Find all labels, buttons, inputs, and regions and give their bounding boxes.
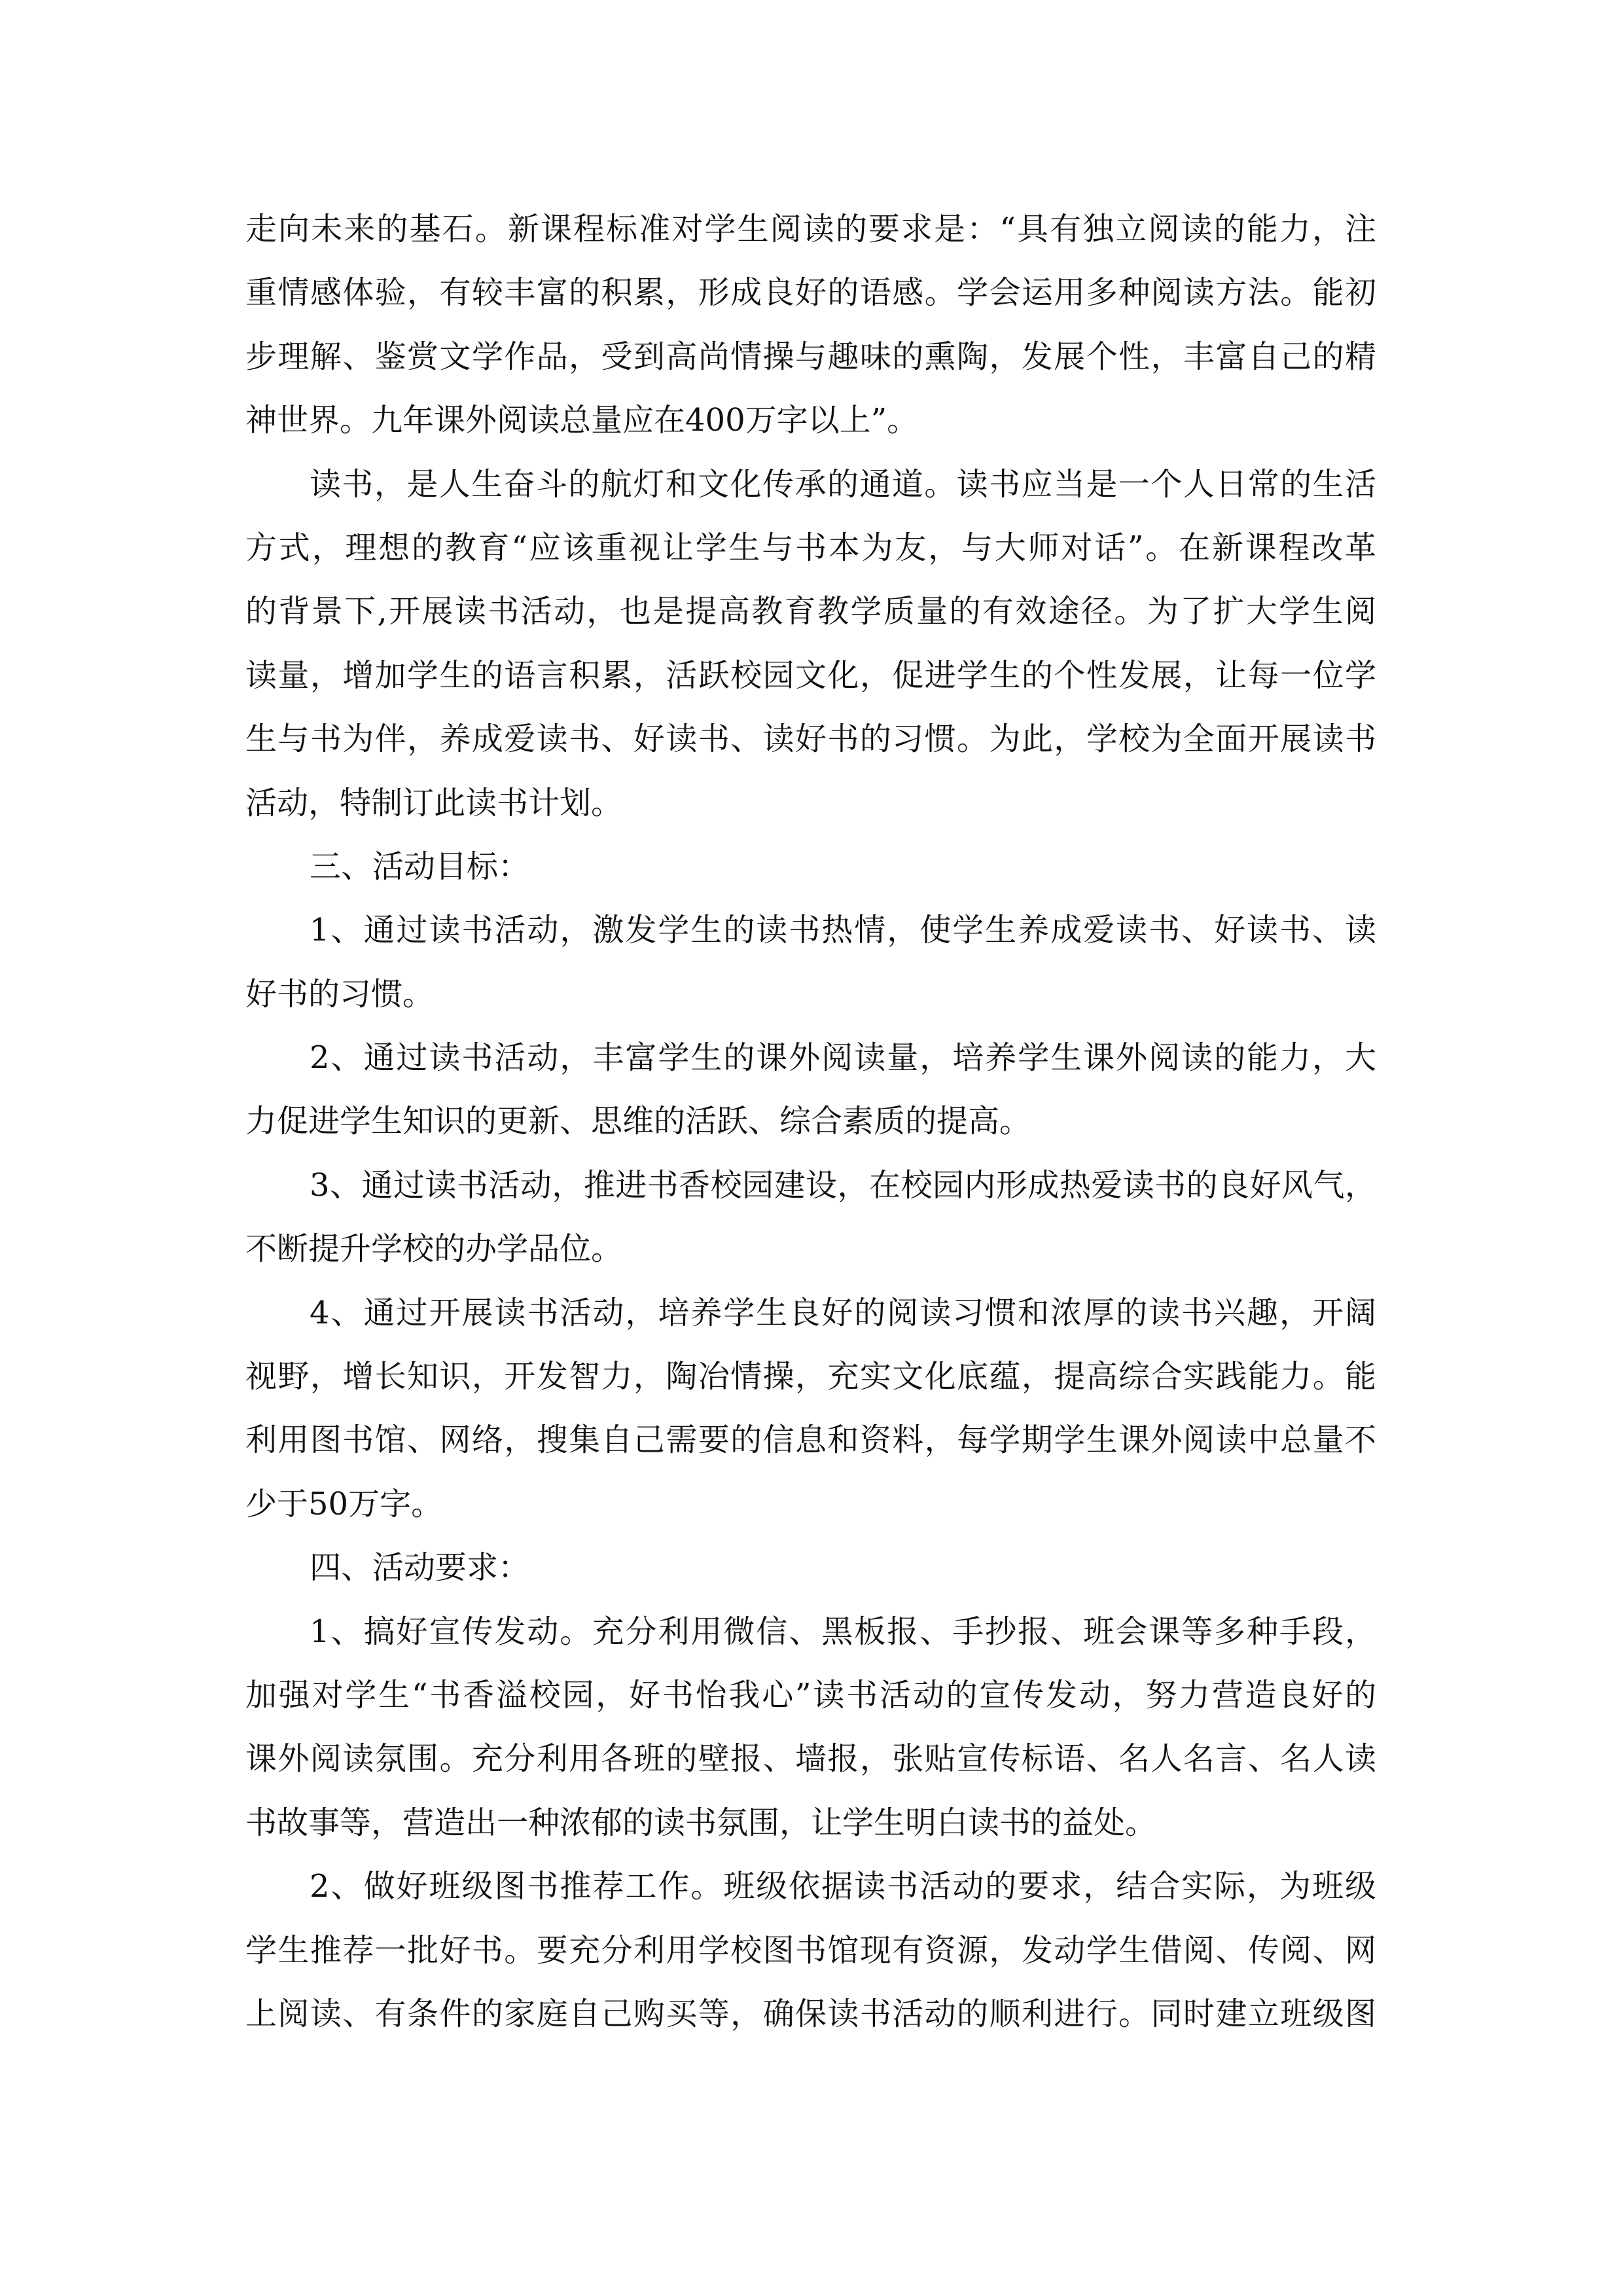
text-line: 三、活动目标： — [310, 848, 530, 885]
text-line: 3、通过读书活动，推进书香校园建设，在校园内形成热爱读书的良好风气， — [310, 1166, 1376, 1204]
paragraph — [245, 1154, 1376, 1282]
document-page — [245, 198, 1376, 2046]
text-line: 1、通过读书活动，激发学生的读书热情，使学生养成爱读书、好读书、读 — [310, 912, 1376, 949]
text-line: 课外阅读氛围。充分利用各班的壁报、墙报，张贴宣传标语、名人名言、名人读 — [245, 1740, 1376, 1778]
text-line: 加强对学生“书香溢校园，好书怡我心”读书活动的宣传发动，努力营造良好的 — [245, 1676, 1376, 1713]
paragraph — [245, 1026, 1376, 1154]
text-line: 活动，特制订此读书计划。 — [245, 784, 623, 821]
paragraph — [245, 835, 1376, 899]
text-line: 读书，是人生奋斗的航灯和文化传承的通道。读书应当是一个人日常的生活 — [310, 465, 1376, 503]
text-line: 步理解、鉴赏文学作品，受到高尚情操与趣味的熏陶，发展个性，丰富自己的精 — [245, 338, 1376, 375]
text-line: 力促进学生知识的更新、思维的活跃、综合素质的提高。 — [245, 1103, 1031, 1140]
paragraph — [245, 1536, 1376, 1600]
paragraph — [245, 198, 1376, 453]
text-line: 视野，增长知识，开发智力，陶冶情操，充实文化底蕴，提高综合实践能力。能 — [245, 1358, 1376, 1395]
text-line: 读量，增加学生的语言积累，活跃校园文化，促进学生的个性发展，让每一位学 — [245, 656, 1376, 694]
text-line: 1、搞好宣传发动。充分利用微信、黑板报、手抄报、班会课等多种手段， — [310, 1613, 1376, 1650]
paragraph — [245, 453, 1376, 835]
text-line: 书故事等，营造出一种浓郁的读书氛围，让学生明白读书的益处。 — [245, 1804, 1157, 1841]
text-line: 少于50万字。 — [245, 1485, 443, 1522]
text-line: 2、通过读书活动，丰富学生的课外阅读量，培养学生课外阅读的能力，大 — [310, 1039, 1376, 1077]
text-line: 学生推荐一批好书。要充分利用学校图书馆现有资源，发动学生借阅、传阅、网 — [245, 1931, 1376, 1969]
text-line: 不断提升学校的办学品位。 — [245, 1230, 623, 1268]
text-line: 方式，理想的教育“应该重视让学生与书本为友，与大师对话”。在新课程改革 — [245, 529, 1376, 566]
text-line: 4、通过开展读书活动，培养学生良好的阅读习惯和浓厚的读书兴趣，开阔 — [310, 1294, 1376, 1331]
text-line: 生与书为伴，养成爱读书、好读书、读好书的习惯。为此，学校为全面开展读书 — [245, 721, 1376, 758]
paragraph — [245, 1855, 1376, 2046]
text-line: 神世界。九年课外阅读总量应在400万字以上”。 — [245, 402, 919, 439]
text-line: 四、活动要求： — [310, 1549, 530, 1587]
text-line: 的背景下,开展读书活动，也是提高教育教学质量的有效途径。为了扩大学生阅 — [245, 593, 1376, 630]
text-line: 重情感体验，有较丰富的积累，形成良好的语感。学会运用多种阅读方法。能初 — [245, 274, 1376, 312]
text-line: 2、做好班级图书推荐工作。班级依据读书活动的要求，结合实际，为班级 — [310, 1868, 1376, 1905]
text-line: 上阅读、有条件的家庭自己购买等，确保读书活动的顺利进行。同时建立班级图 — [245, 1995, 1376, 2032]
text-line: 走向未来的基石。新课程标准对学生阅读的要求是：“具有独立阅读的能力，注 — [245, 211, 1376, 247]
paragraph — [245, 1600, 1376, 1856]
paragraph — [245, 899, 1376, 1026]
paragraph — [245, 1282, 1376, 1537]
text-line: 利用图书馆、网络，搜集自己需要的信息和资料，每学期学生课外阅读中总量不 — [245, 1422, 1376, 1459]
text-line: 好书的习惯。 — [245, 975, 435, 1013]
